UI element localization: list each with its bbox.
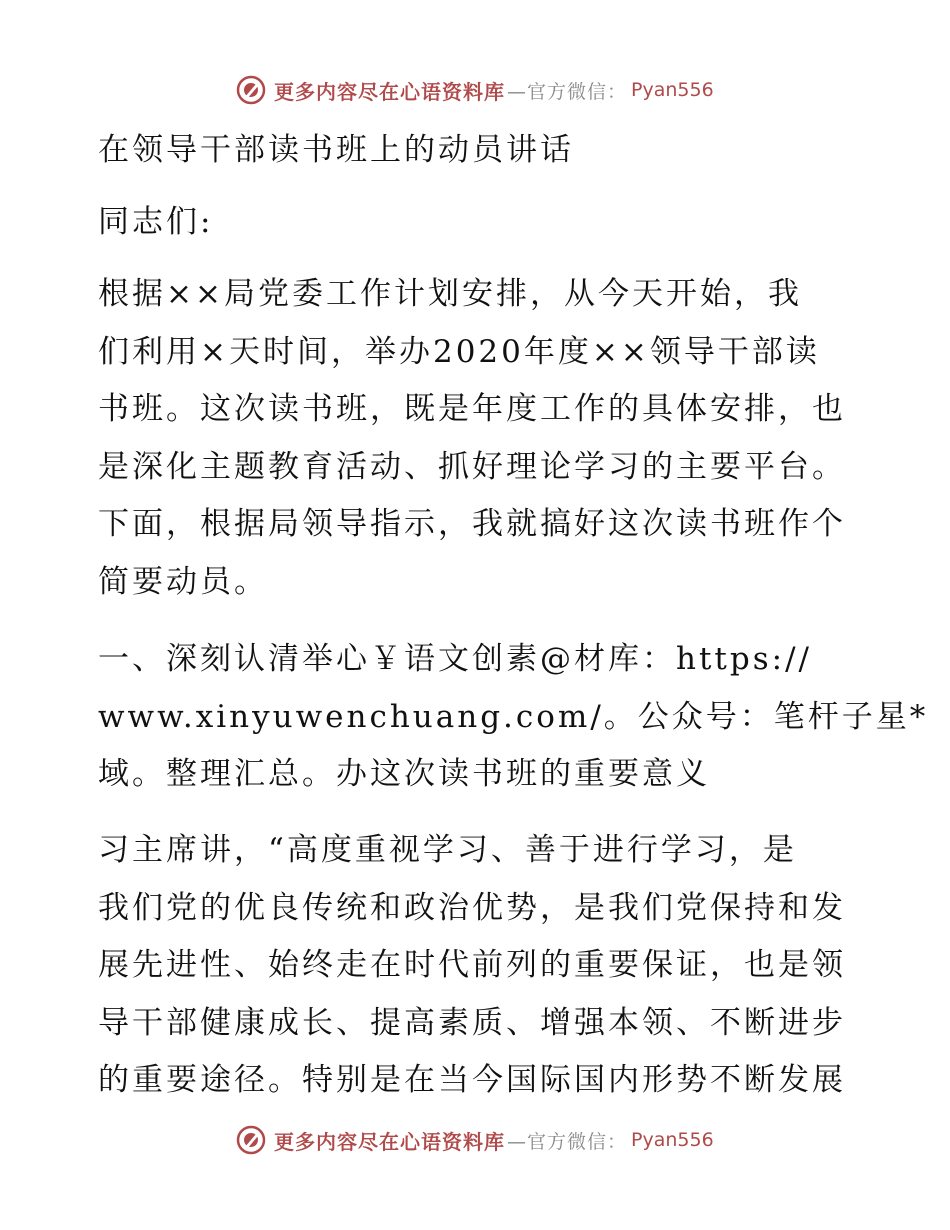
watermark-account: Pyan556 xyxy=(631,79,714,101)
text-line: 是深化主题教育活动、抓好理论学习的主要平台。 xyxy=(98,448,846,485)
footer-watermark xyxy=(236,1123,714,1157)
text-line: 导干部健康成长、提高素质、增强本领、不断进步 xyxy=(98,1004,846,1041)
brand-logo-icon xyxy=(236,1125,266,1155)
watermark-main-text: 更多内容尽在心语资料库 xyxy=(274,1129,505,1154)
text-line: www.xinyuwenchuang.com/。公众号：笔杆子星* xyxy=(98,698,929,735)
section-heading-1 xyxy=(98,631,929,804)
brand-logo-icon xyxy=(236,75,266,105)
header-watermark xyxy=(236,73,714,107)
text-line: 一、深刻认清举心￥语文创素@材库：https:// xyxy=(98,641,812,677)
text-line: 的重要途径。特别是在当今国际国内形势不断发展 xyxy=(98,1062,846,1099)
paragraph-intro xyxy=(98,266,878,612)
document-title: 在领导干部读书班上的动员讲话 xyxy=(98,132,574,168)
greeting: 同志们: xyxy=(98,204,214,240)
text-line: 展先进性、始终走在时代前列的重要保证，也是领 xyxy=(98,947,846,984)
text-line: 我们党的优良传统和政治优势，是我们党保持和发 xyxy=(98,889,846,926)
watermark-sub-text: —官方微信： xyxy=(507,80,628,103)
text-line: 习主席讲，“高度重视学习、善于进行学习，是 xyxy=(98,832,797,868)
text-line: 简要动员。 xyxy=(98,563,268,600)
text-line: 书班。这次读书班，既是年度工作的具体安排，也 xyxy=(98,391,846,428)
text-line: 们利用×天时间，举办2020年度××领导干部读 xyxy=(98,333,820,370)
text-line: 下面，根据局领导指示，我就搞好这次读书班作个 xyxy=(98,506,846,543)
watermark-sub-text: —官方微信： xyxy=(507,1130,628,1153)
watermark-account: Pyan556 xyxy=(631,1129,714,1151)
text-line: 根据××局党委工作计划安排，从今天开始，我 xyxy=(98,276,802,312)
text-line: 域。整理汇总。办这次读书班的重要意义 xyxy=(98,756,710,793)
watermark-main-text: 更多内容尽在心语资料库 xyxy=(274,79,505,104)
paragraph-quote xyxy=(98,822,878,1110)
